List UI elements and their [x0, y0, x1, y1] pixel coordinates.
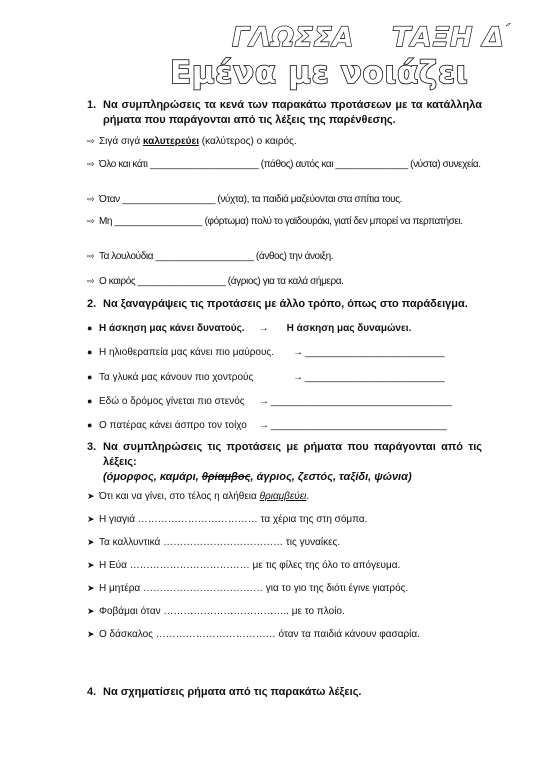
hint-struck-word: θρίαμβος: [201, 471, 251, 483]
exercise-number: 4.: [87, 686, 97, 698]
answer-blank: → ___________________________________: [259, 396, 452, 407]
item-text: Τα λουλούδια ___________________ (άνθος) την άνοιξη.: [99, 251, 334, 262]
item-text: Η ηλιοθεραπεία μας κάνει πιο μαύρους.: [99, 347, 275, 358]
item-text: Τα γλυκά μας κάνουν πιο χοντρούς: [99, 372, 254, 383]
hollow-arrow-icon: ⇨: [87, 276, 95, 286]
grade-title: [392, 22, 510, 53]
exercise-number: 2.: [87, 298, 97, 310]
exercise-1-item: [87, 214, 482, 229]
exercise-3-instruction: [87, 440, 482, 485]
item-text: Ο πατέρας κάνει άσπρο τον τοίχο: [99, 420, 247, 431]
item-text: Μη _________________ (φόρτωμα) πολύ το γαϊδουράκι, γιατί δεν μπορεί να περπατήσει.: [99, 216, 463, 227]
example-answer: θριαμβεύει: [259, 491, 307, 502]
hollow-arrow-icon: ⇨: [87, 159, 95, 169]
instruction-text: Να συμπληρώσεις τα κενά των παρακάτω προτάσεων με τα κατάλληλα ρήματα που παράγονται από τις λέξεις της παρένθεσης.: [103, 99, 482, 126]
exercise-1-item: [87, 192, 482, 207]
hollow-arrow-icon: ⇨: [87, 216, 95, 226]
instruction-text: Να συμπληρώσεις τις προτάσεις με ρήματα που παράγονται από τις λέξεις:: [103, 441, 482, 468]
hollow-arrow-icon: ⇨: [87, 194, 95, 204]
item-text: Όταν __________________ (νύχτα), τα παιδιά μαζεύονται στα σπίτια τους.: [99, 194, 403, 205]
exercise-3-item: [87, 558, 482, 573]
exercise-3-item: [87, 512, 482, 527]
hollow-arrow-icon: ⇨: [87, 251, 95, 261]
exercise-1-instruction: [87, 98, 482, 128]
exercise-number: 3.: [87, 441, 97, 453]
hollow-arrow-icon: ⇨: [87, 136, 95, 146]
exercise-2-item: [87, 345, 482, 360]
example-text-after: .: [306, 491, 310, 502]
example-text-before: Ότι και να γίνει, στο τέλος η αλήθεια: [99, 491, 260, 502]
exercise-3-example: [87, 489, 482, 504]
example-text-after: (καλύτερος) ο καιρός.: [199, 136, 297, 147]
example-answer: καλυτερεύει: [142, 136, 200, 147]
item-text: Όλο και κάτι _____________________ (πάθος) αυτός και ______________ (νύστα) συνεχεία.: [99, 159, 481, 170]
word-hints: [87, 470, 482, 485]
unit-subtitle: Εμένα με νοιάζει: [170, 55, 469, 91]
exercise-1-item: [87, 274, 482, 289]
bullet-icon: ●: [87, 420, 93, 430]
grade-label: ΤΑΞΗ Δ: [392, 22, 505, 53]
exercise-2-item: [87, 370, 482, 385]
item-text: Η μητέρα ……………………………… για το γιο της διότι έγινε γιατρός.: [99, 583, 409, 594]
bullet-icon: ●: [87, 347, 93, 357]
bullet-icon: ●: [87, 323, 93, 333]
instruction-text: Να σχηματίσεις ρήματα από τις παρακάτω λέξεις.: [103, 686, 362, 698]
solid-arrow-icon: ➤: [87, 583, 95, 593]
exercise-3-item: [87, 604, 482, 619]
exercise-3-item: [87, 581, 482, 596]
hint-open: (όμορφος, καμάρι,: [103, 471, 202, 483]
subject-title: ΓΛΩΣΣΑ: [232, 22, 354, 53]
exercise-2-item: [87, 418, 482, 433]
example-left: Η άσκηση μας κάνει δυνατούς.: [99, 323, 245, 334]
exercise-2-instruction: [87, 297, 482, 312]
instruction-text: Να ξαναγράψεις τις προτάσεις με άλλο τρόπο, όπως στο παράδειγμα.: [103, 298, 468, 310]
solid-arrow-icon: ➤: [87, 606, 95, 616]
solid-arrow-icon: ➤: [87, 537, 95, 547]
item-text: Τα καλλυντικά ……………………………… τις γυναίκες.: [99, 537, 341, 548]
exercise-3-item: [87, 535, 482, 550]
solid-arrow-icon: ➤: [87, 629, 95, 639]
example-text-before: Σιγά σιγά: [99, 136, 143, 147]
bullet-icon: ●: [87, 372, 93, 382]
arrow-icon: →: [258, 323, 269, 334]
item-text: Ο καιρός _________________ (άγριος) για τα καλά σήμερα.: [99, 276, 344, 287]
solid-arrow-icon: ➤: [87, 514, 95, 524]
example-right: Η άσκηση μας δυναμώνει.: [286, 323, 412, 334]
grade-mark: ΄: [504, 22, 510, 35]
exercise-1-example: [87, 134, 482, 149]
item-text: Εδώ ο δρόμος γίνεται πιο στενός: [99, 396, 245, 407]
answer-blank: → ___________________________: [293, 347, 445, 358]
exercise-number: 1.: [87, 99, 97, 111]
answer-blank: → ___________________________: [293, 372, 445, 383]
solid-arrow-icon: ➤: [87, 491, 95, 501]
exercise-2-item: [87, 394, 482, 409]
item-text: Η γιαγιά ……………………………… τα χέρια της στη σόμπα.: [99, 514, 368, 525]
exercise-1-item: [87, 157, 482, 172]
solid-arrow-icon: ➤: [87, 560, 95, 570]
exercise-2-example: [87, 321, 482, 336]
hint-rest: , άγριος, ζεστός, ταξίδι, ψώνια): [250, 471, 412, 483]
item-text: Φοβάμαι όταν ……………………………….. με το πλοίο.: [99, 606, 345, 617]
item-text: Ο δάσκαλος ……………………………… όταν τα παιδιά κάνουν φασαρία.: [99, 629, 420, 640]
answer-blank: → __________________________________: [259, 420, 447, 431]
bullet-icon: ●: [87, 396, 93, 406]
exercise-4-instruction: [87, 685, 482, 700]
item-text: Η Εύα ……………………………… με τις φίλες της όλο το απόγευμα.: [99, 560, 401, 571]
exercise-1-item: [87, 249, 482, 264]
exercise-3-item: [87, 627, 482, 642]
